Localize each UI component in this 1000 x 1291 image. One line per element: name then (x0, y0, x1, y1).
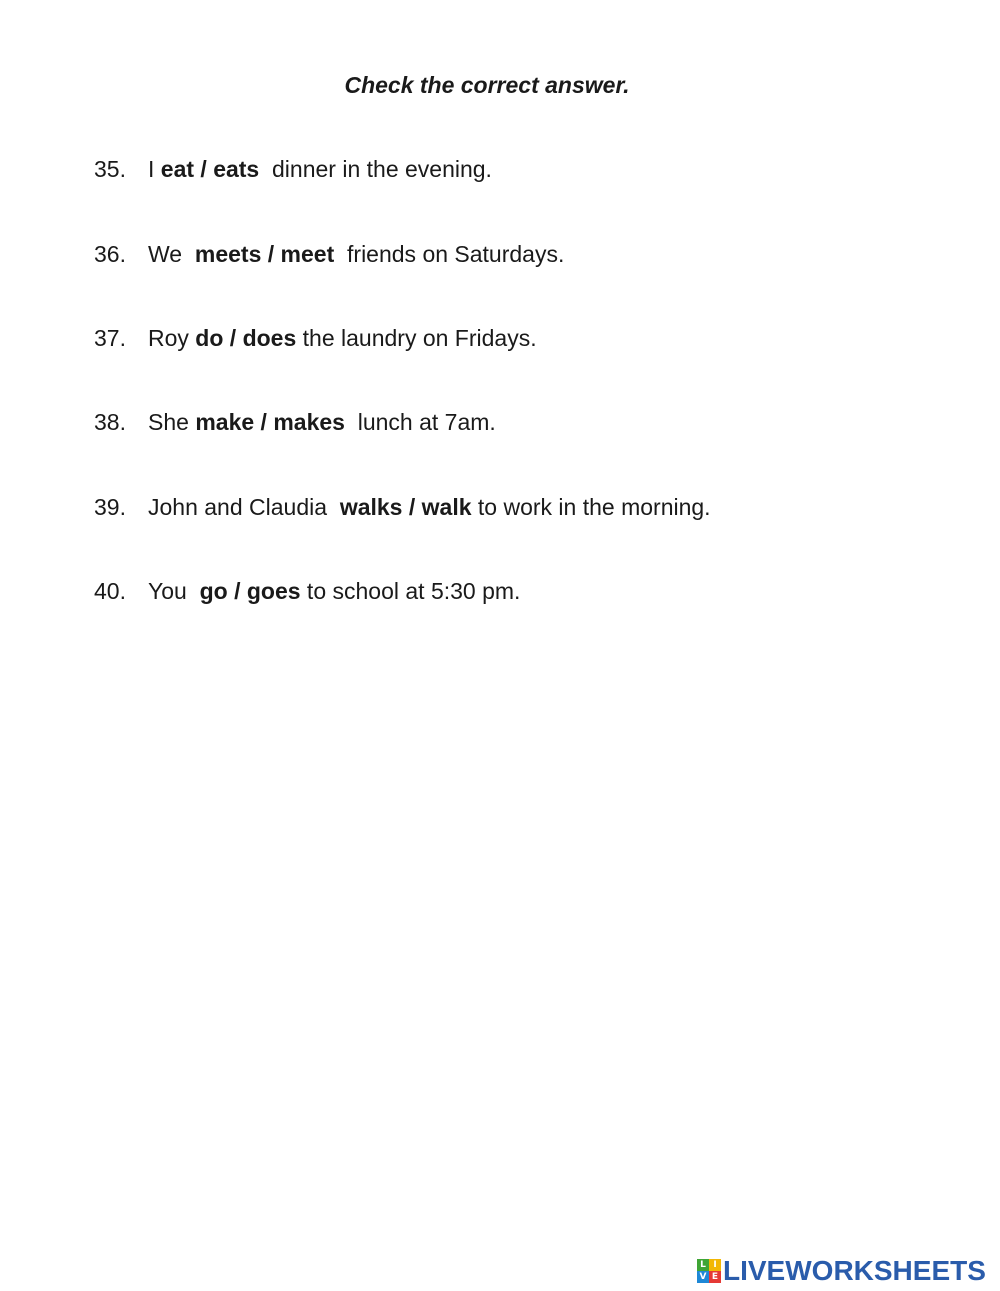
item-text-before: You (148, 578, 200, 604)
item-text-before: We (148, 241, 195, 267)
liveworksheets-logo (697, 1256, 986, 1286)
exercise-item-36 (94, 239, 564, 269)
item-text-before: I (148, 156, 161, 182)
exercise-item-40 (94, 576, 520, 606)
exercise-item-35 (94, 154, 492, 184)
item-text-after: friends on Saturdays. (334, 241, 565, 267)
answer-options[interactable]: go / goes (199, 578, 301, 604)
logo-text: LIVEWORKSHEETS (723, 1255, 986, 1286)
item-number: 37. (94, 325, 126, 351)
liveworksheets-badge-icon (697, 1259, 721, 1283)
answer-options[interactable]: do / does (195, 325, 297, 351)
item-text-before: Roy (148, 325, 196, 351)
answer-options[interactable]: eat / eats (160, 156, 260, 182)
answer-options[interactable]: make / makes (195, 409, 345, 435)
item-number: 36. (94, 241, 126, 267)
answer-options[interactable]: meets / meet (194, 241, 335, 267)
item-text-before: John and Claudia (148, 494, 340, 520)
item-text-after: dinner in the evening. (259, 156, 492, 182)
item-text-before: She (148, 409, 196, 435)
item-number: 40. (94, 578, 126, 604)
item-number: 35. (94, 156, 126, 182)
item-text-after: to school at 5:30 pm. (300, 578, 521, 604)
exercise-item-37 (94, 323, 537, 353)
exercise-item-38 (94, 407, 496, 437)
item-text-after: to work in the morning. (471, 494, 711, 520)
answer-options[interactable]: walks / walk (339, 494, 472, 520)
item-text-after: the laundry on Fridays. (296, 325, 537, 351)
badge-letter: V (697, 1271, 709, 1283)
badge-letter: L (697, 1259, 709, 1271)
badge-letter: I (709, 1259, 721, 1271)
item-text-after: lunch at 7am. (344, 409, 496, 435)
item-number: 39. (94, 494, 126, 520)
badge-letter: E (709, 1271, 721, 1283)
instruction-title: Check the correct answer. (344, 72, 630, 98)
item-number: 38. (94, 409, 126, 435)
exercise-item-39 (94, 492, 711, 522)
